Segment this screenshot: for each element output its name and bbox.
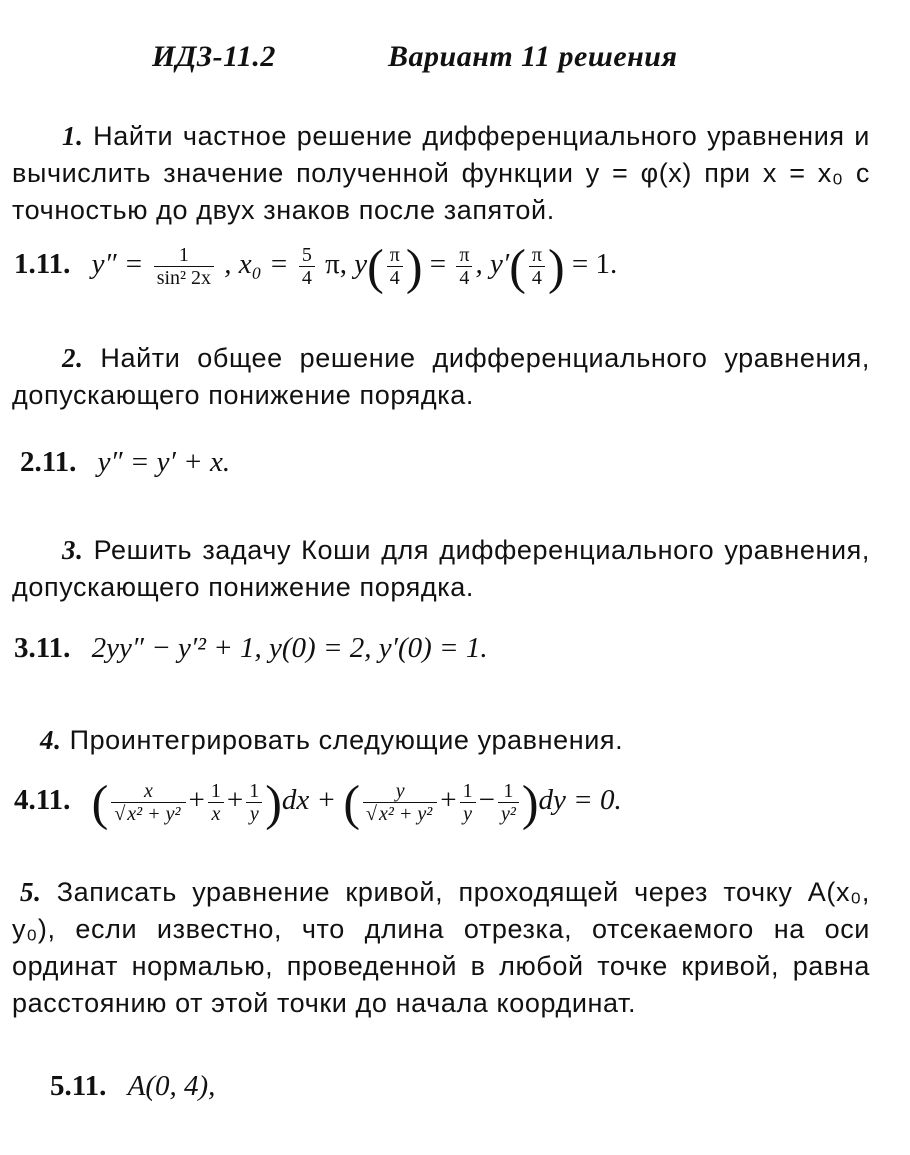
task-3-text: Решить задачу Коши для дифференциального уравнения, допускающего понижение порядка. [12,535,870,602]
eq1-x0: , x₀ = [224,248,289,281]
eq4-frac-x-den: √ x² + y² [111,802,185,825]
variant-title: Вариант 11 решения [388,40,678,73]
eq4-frac-y-den: √ x² + y² [363,802,437,825]
task-5-number: 5. [20,877,42,907]
equation-3-label: 3.11. [14,632,71,664]
equation-2-label: 2.11. [20,446,77,478]
eq4-frac-1y [246,780,262,825]
eq1-pi-c: π [531,244,542,266]
task-1-number: 1. [62,121,84,151]
task-3 [12,532,870,606]
eq1-y: y [354,248,368,281]
eq4-x-b: x [211,803,221,825]
eq4-one-a: 1 [210,780,221,802]
eq2-expr: y″ = y′ + x. [97,446,231,478]
task-1 [12,118,870,229]
eq4-y-a: y [249,803,259,825]
task-4-number: 4. [40,725,62,755]
eq1-pi-a: π [389,244,400,266]
task-4-text: Проинтегрировать следующие уравнения. [69,725,624,755]
equation-4-label: 4.11. [14,784,71,817]
eq1-fraction [154,244,214,289]
eq1-pi-b: π [459,244,470,266]
eq4-frac-1x [208,780,224,825]
eq1-x0-tail: π, [325,248,347,281]
task-3-number: 3. [62,535,84,565]
eq4-sqrt-body-a: x² + y² [127,803,181,825]
task-2-text: Найти общее решение дифференциального уравнения, допускающего понижение порядка. [12,343,870,410]
eq4-frac-y [363,780,437,825]
eq4-frac-1y2 [498,780,519,825]
task-4 [12,722,870,759]
eq1-y-prime: , y′ [475,248,510,281]
eq4-y-c: y [463,803,473,825]
equation-5-label: 5.11. [50,1070,107,1102]
eq4-x: x [143,780,153,802]
eq5-expr: A(0, 4), [127,1070,216,1102]
eq1-pi-over-4-c [529,244,545,289]
eq1-four-b: 4 [456,266,472,289]
eq4-den-y-b [460,802,476,825]
eq4-den-y [246,802,262,825]
eq4-den-y2 [498,802,519,825]
eq1-lhs: y″ = [91,248,144,281]
task-5 [12,874,870,1022]
equation-3-11 [14,632,488,665]
eq1-equals: = [429,248,447,281]
eq1-x0-den: 4 [299,266,315,289]
eq3-expr: 2yy″ − y′² + 1, y(0) = 2, y′(0) = 1. [91,632,488,664]
equation-2-11 [20,446,230,479]
eq4-den-x [208,802,224,825]
eq4-sqrt-body-b: x² + y² [379,803,433,825]
eq4-frac-y-num [363,780,437,802]
eq1-pi-over-4-a [387,244,403,289]
eq1-pi-over-4-b [456,244,472,289]
eq4-frac-x [111,780,185,825]
eq1-four-a: 4 [387,266,403,289]
eq1-four-c: 4 [529,266,545,289]
equation-1-11: 1.11. y″ = $\frac{1}{\text{sin² 2x}}$ , x₀ = $\frac{5}{4}$ π, y( $\frac{\pi}{4}$ ) = $\frac{\pi}{4}$ , y′( $\frac{\pi}{4}$ ) = 1. [14,238,618,295]
eq4-one-b: 1 [249,780,260,802]
eq4-frac-1y-b [460,780,476,825]
equation-4-11: 4.11. ( $\frac{x}{\text{√ x² + y²}}$ + $\frac{1}{x}$ + $\frac{1}{y}$ )dx + ( $\frac{y}{\text{√ x² + y²}}$ + $\frac{1}{y}$ − $\frac{1}{\text{y²}}$ )dy = 0. [14,774,622,831]
eq4-y2: y² [500,803,516,825]
equation-5-11 [50,1070,215,1103]
eq4-one-d: 1 [503,780,514,802]
assignment-code: ИДЗ-11.2 [152,40,276,73]
task-2 [12,340,870,414]
task-2-number: 2. [62,343,84,373]
eq4-frac-x-num [111,780,185,802]
eq4-dy: dy = 0. [538,784,622,817]
eq4-dx: dx + [281,784,337,817]
eq4-y-b: y [395,780,405,802]
eq1-frac-den: sin² 2x [154,266,214,289]
eq1-frac-num: 1 [178,244,189,266]
eq4-one-c: 1 [462,780,473,802]
eq1-x0-fraction [299,244,315,289]
eq1-x0-num: 5 [301,244,312,266]
eq1-end: = 1. [571,248,618,281]
task-5-text: Записать уравнение кривой, проходящей через точку A(x₀, y₀), если известно, что длина отрезка, отсекаемого на оси ординат нормалью, проведенной в любой точке кривой, равна расстоянию от этой точки до начала координат. [12,877,870,1018]
equation-1-label: 1.11. [14,248,71,281]
task-1-text: Найти частное решение дифференциального уравнения и вычислить значение полученной функции y = φ(x) при x = x₀ с точностью до двух знаков после запятой. [12,121,870,225]
